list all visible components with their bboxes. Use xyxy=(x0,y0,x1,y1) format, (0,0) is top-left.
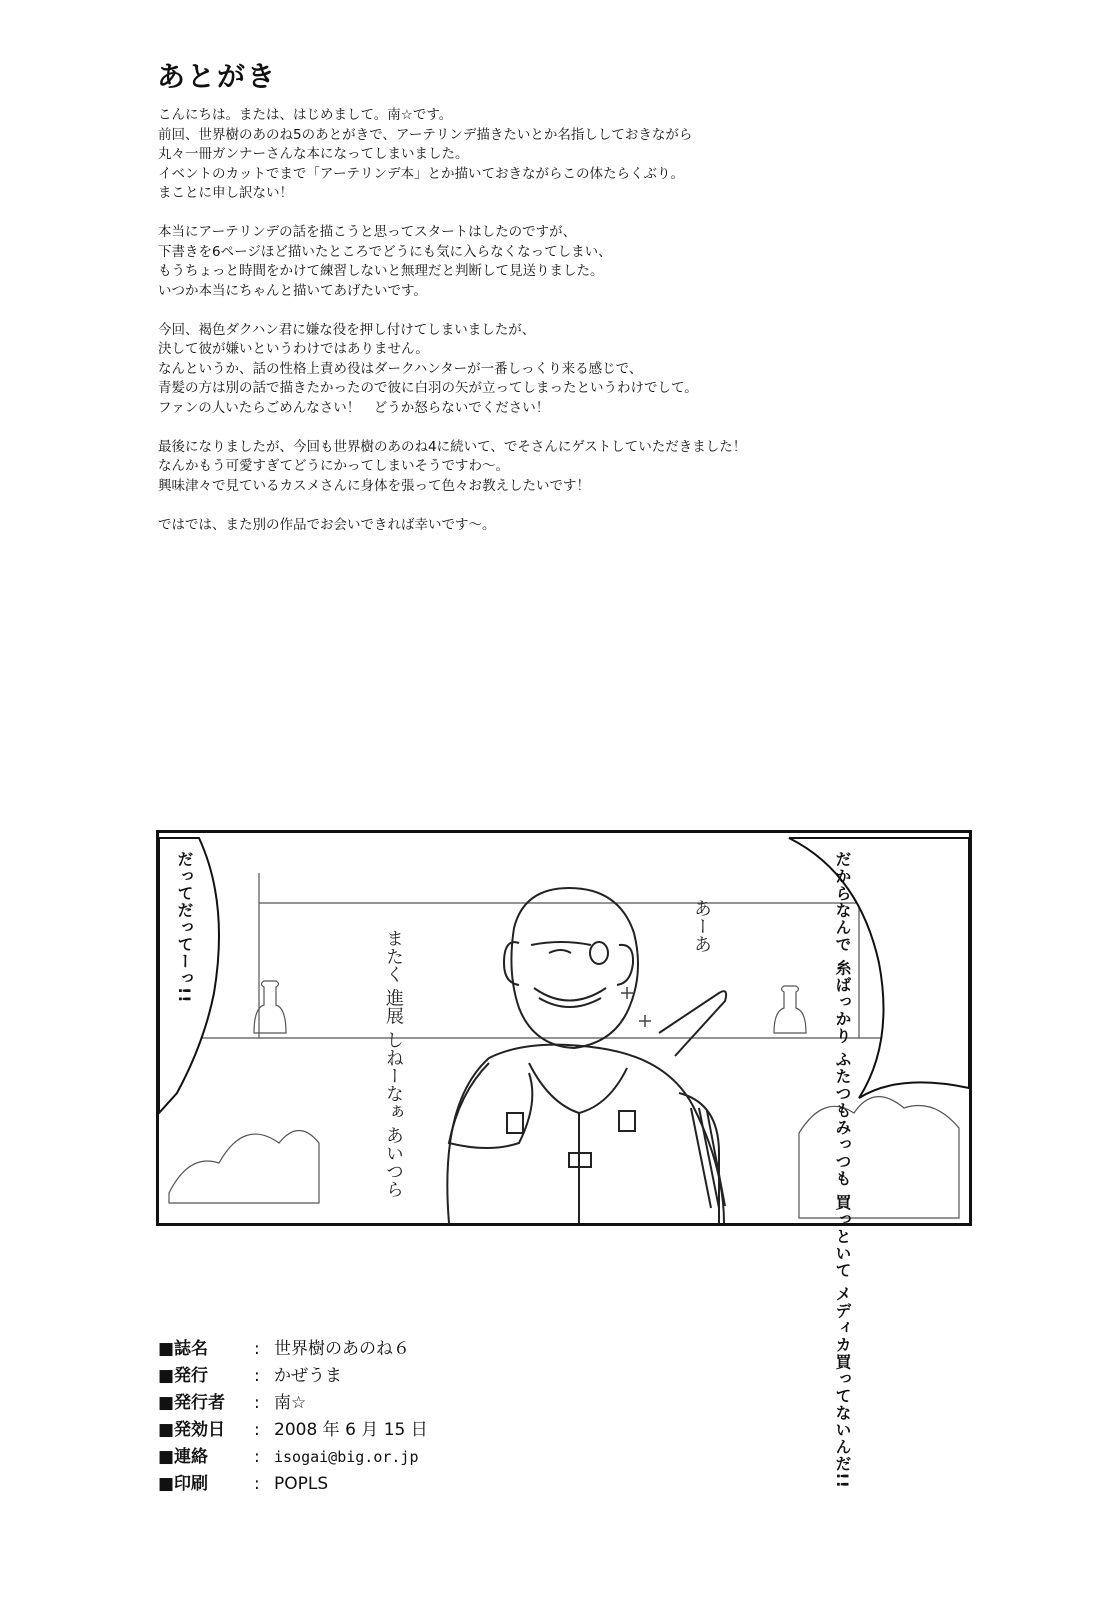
colophon-separator: : xyxy=(254,1339,260,1359)
mutter-line: 進展 xyxy=(383,988,404,1025)
colophon-separator: : xyxy=(254,1474,260,1494)
speech-line: だってだってーっ!! xyxy=(175,851,194,1004)
speech-line: だからなんで xyxy=(833,851,852,953)
contact-email: isogai@big.or.jp xyxy=(274,1448,419,1466)
paragraph xyxy=(158,516,978,536)
afterword-body xyxy=(158,106,978,555)
sparkle-marks xyxy=(621,987,651,1027)
text-line: イベントのカットでまで「アーテリンデ本」とか描いておきながらこの体たらくぶり。 xyxy=(158,165,684,182)
speech-bubble-right xyxy=(789,838,969,1098)
text-line: こんにちは。または、はじめまして。南☆です。 xyxy=(158,107,453,123)
colophon-label: ■発行者 xyxy=(158,1393,226,1413)
speech-line: 買っといて xyxy=(833,1193,852,1279)
text-line: 下書きを6ページほど描いたところでどうにも気に入らなくなってしまい、 xyxy=(158,243,612,260)
text-line: 今回、褐色ダクハン君に嫌な役を押し付けてしまいましたが、 xyxy=(158,321,536,338)
sigh-line: あーあ xyxy=(691,899,712,953)
colophon-separator: : xyxy=(254,1420,260,1440)
text-line: ではでは、また別の作品でお会いできれば幸いです〜。 xyxy=(158,516,496,533)
colophon-row-publisher xyxy=(158,1363,428,1390)
text-line: なんかもう可愛すぎてどうにかってしまいそうですわ〜。 xyxy=(158,458,509,474)
character-drawing xyxy=(447,888,726,1223)
colophon-label: ■発効日 xyxy=(158,1420,226,1440)
colophon-label: ■印刷 xyxy=(158,1474,209,1494)
mutter-line: またく xyxy=(383,929,404,983)
text-line: いつか本当にちゃんと描いてあげたいです。 xyxy=(158,282,427,299)
text-line: 本当にアーテリンデの話を描こうと思ってスタートはしたのですが、 xyxy=(158,224,577,240)
speech-line: 糸ばっかり xyxy=(833,959,852,1045)
colophon xyxy=(158,1336,428,1498)
text-line: 興味津々で見ているカスメさんに身体を張って色々お教えしたいです！ xyxy=(158,477,590,494)
paragraph xyxy=(158,106,978,204)
colophon-row-date xyxy=(158,1417,428,1444)
paragraph xyxy=(158,321,978,419)
colophon-row-contact xyxy=(158,1444,428,1471)
colophon-label: ■誌名 xyxy=(158,1339,209,1359)
text-line: 最後になりましたが、今回も世界樹のあのね4に続いて、でそさんにゲストしていただきました！ xyxy=(158,438,747,455)
paragraph xyxy=(158,438,978,497)
colophon-value: POPLS xyxy=(274,1474,329,1494)
text-line: まことに申し訳ない！ xyxy=(158,185,293,201)
colophon-row-printer xyxy=(158,1471,428,1498)
text-line: 前回、世界樹のあのね5のあとがきで、アーテリンデ描きたいとか名指ししておきながら xyxy=(158,126,693,143)
speech-text-right xyxy=(831,851,853,1489)
colophon-row-issuer xyxy=(158,1390,428,1417)
mutter-line: しねーなぁ xyxy=(383,1030,404,1121)
colophon-separator: : xyxy=(254,1393,260,1413)
text-line: ファンの人いたらごめんなさい！ どうか怒らないでください！ xyxy=(158,399,550,416)
paragraph xyxy=(158,223,978,301)
speech-line: メディカ買ってないんだ!! xyxy=(833,1285,852,1489)
text-line: なんというか、話の性格上責め役はダークハンターが一番しっくり来る感じで、 xyxy=(158,360,643,377)
page-title: あとがき xyxy=(157,60,278,93)
colophon-value: 南☆ xyxy=(274,1393,307,1413)
text-line: 丸々一冊ガンナーさんな本になってしまいました。 xyxy=(158,146,469,162)
colophon-value: かぜうま xyxy=(274,1366,342,1386)
speech-text-left xyxy=(173,851,195,1101)
colophon-separator: : xyxy=(254,1366,260,1386)
colophon-separator: : xyxy=(254,1447,260,1467)
colophon-label: ■発行 xyxy=(158,1366,209,1386)
colophon-row-title xyxy=(158,1336,428,1363)
speech-line: ふたつもみっつも xyxy=(833,1051,852,1188)
colophon-value: 世界樹のあのね６ xyxy=(274,1339,410,1359)
colophon-value: 2008 年 6 月 15 日 xyxy=(274,1420,428,1440)
mutter-line: あいつら xyxy=(383,1126,404,1199)
handwritten-sigh xyxy=(689,899,713,989)
colophon-label: ■連絡 xyxy=(158,1447,209,1467)
text-line: 青髪の方は別の話で描きたかったので彼に白羽の矢が立ってしまったというわけでして。 xyxy=(158,380,698,396)
handwritten-mutter xyxy=(381,929,405,1199)
text-line: 決して彼が嫌いというわけではありません。 xyxy=(158,341,429,357)
text-line: もうちょっと時間をかけて練習しないと無理だと判断して見送りました。 xyxy=(158,263,604,279)
